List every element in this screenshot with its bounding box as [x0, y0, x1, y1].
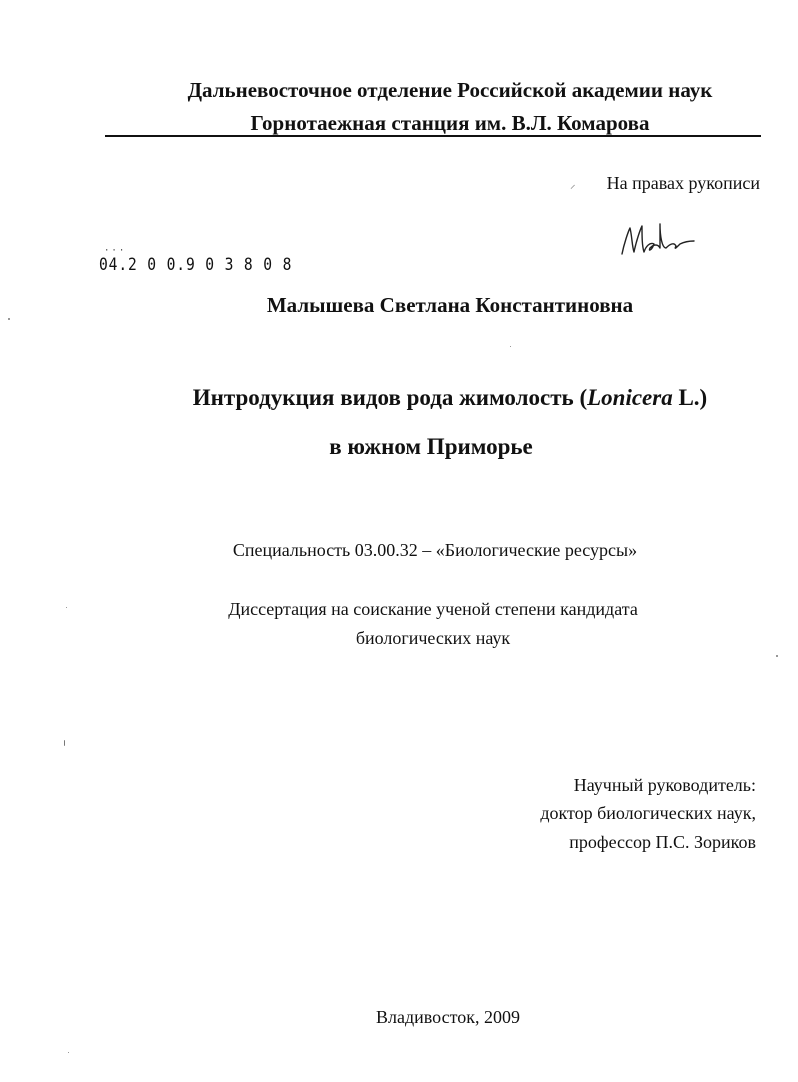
scan-speck — [66, 607, 67, 608]
dissertation-degree-line-1: Диссертация на соискание ученой степени кандидата — [228, 599, 638, 619]
dissertation-title-line-2: в южном Приморье — [329, 434, 533, 459]
scan-speck — [68, 1052, 69, 1053]
title-genus: Lonicera — [587, 385, 673, 410]
supervisor-name: профессор П.С. Зориков — [569, 832, 756, 852]
scan-speck — [8, 318, 10, 320]
organization-line-2: Горнотаежная станция им. В.Л. Комарова — [250, 111, 650, 135]
scan-speck — [510, 346, 511, 347]
stamp-dots: ··· — [104, 246, 127, 256]
supervisor-label: Научный руководитель: — [573, 775, 756, 795]
archive-stamp: 04.2 0 0.9 0 3 8 0 8 — [99, 255, 293, 275]
title-suffix: L.) — [672, 385, 708, 410]
pen-mark: ⸝ — [570, 179, 576, 191]
author-name: Малышева Светлана Константиновна — [266, 293, 634, 317]
scan-speck — [776, 655, 778, 657]
supervisor-degree: доктор биологических наук, — [540, 803, 756, 823]
title-prefix: Интродукция видов рода жимолость ( — [192, 385, 588, 410]
rights-note: На правах рукописи — [606, 173, 760, 193]
handwritten-signature — [614, 214, 698, 262]
scan-speck — [64, 740, 68, 746]
place-and-year: Владивосток, 2009 — [376, 1007, 520, 1027]
dissertation-title-line-1 — [0, 385, 798, 411]
organization-line-1: Дальневосточное отделение Российской академии наук — [187, 78, 713, 102]
specialty: Специальность 03.00.32 – «Биологические ресурсы» — [232, 540, 638, 560]
header-rule — [105, 135, 761, 137]
dissertation-degree-line-2: биологических наук — [355, 628, 511, 648]
